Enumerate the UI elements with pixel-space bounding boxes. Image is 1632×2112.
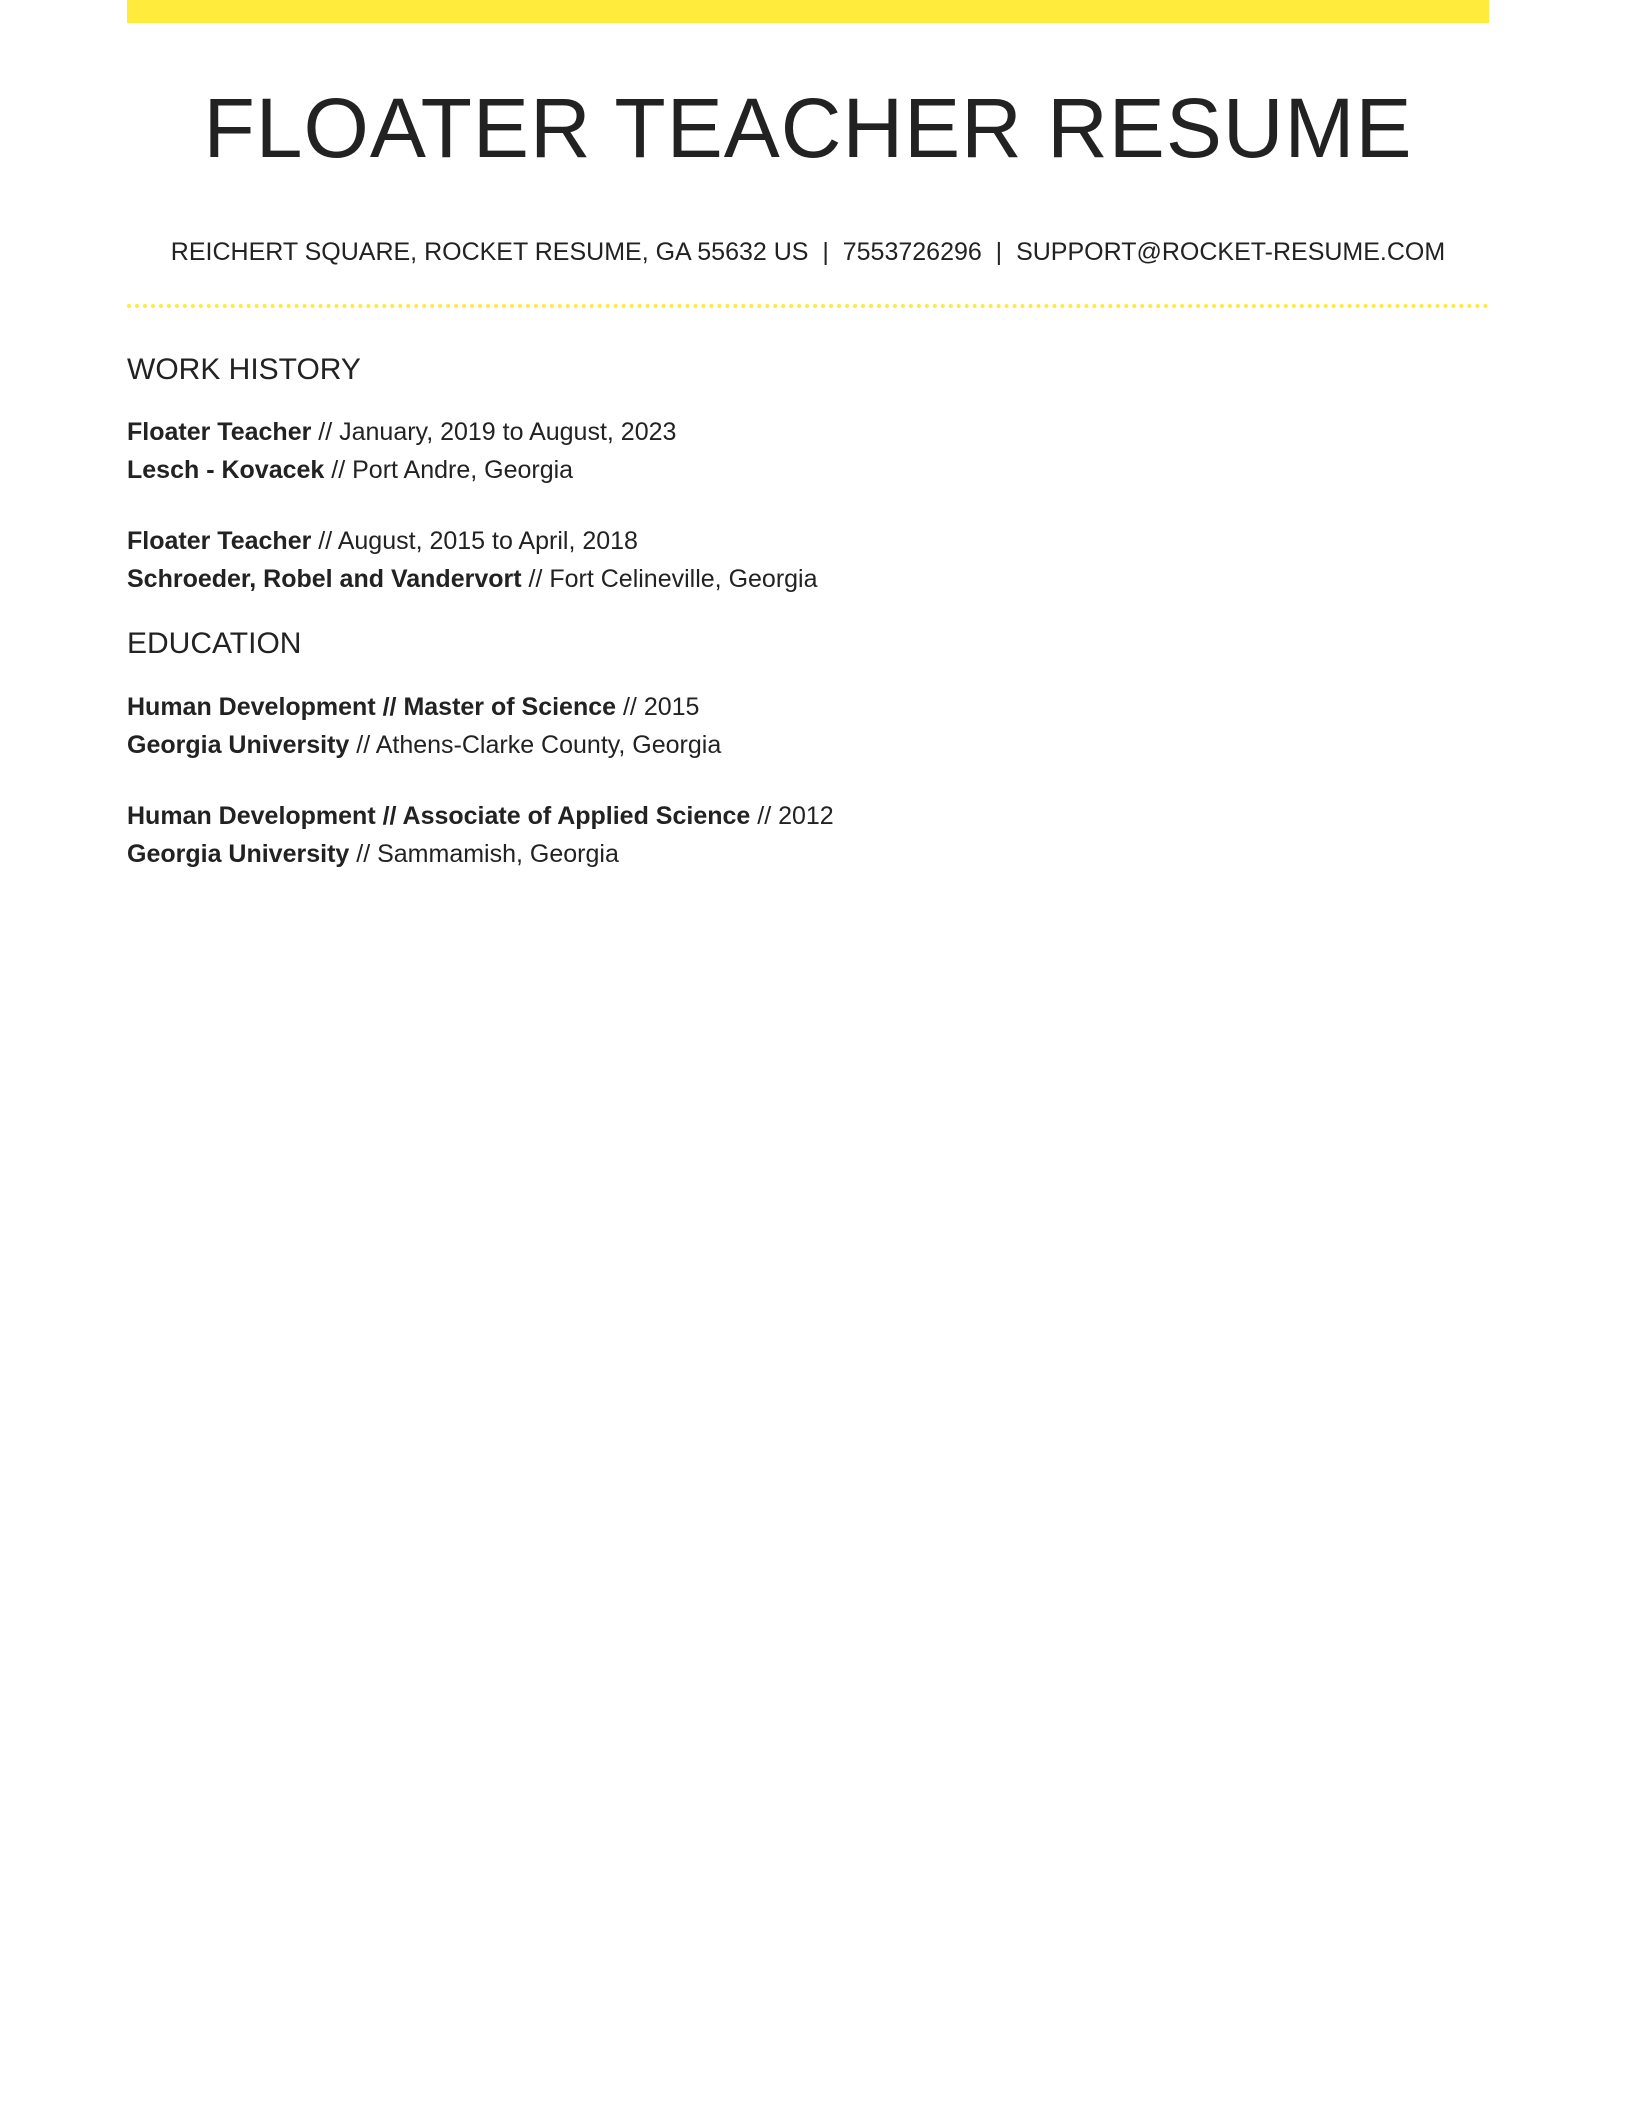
employer-name: Schroeder, Robel and Vandervort	[127, 565, 522, 593]
work-entry-2-title-line	[127, 523, 638, 559]
education-entry-2-school-line	[127, 836, 619, 872]
school-name: Georgia University	[127, 731, 350, 759]
work-entry-1-employer-line	[127, 452, 573, 488]
job-dates: // January, 2019 to August, 2023	[311, 418, 677, 446]
job-title: Floater Teacher	[127, 418, 312, 446]
school-location: // Athens-Clarke County, Georgia	[349, 731, 722, 759]
employer-location: // Port Andre, Georgia	[324, 456, 574, 484]
work-history-heading: WORK HISTORY	[127, 353, 361, 386]
work-entry-2-employer-line	[127, 561, 818, 597]
resume-title: FLOATER TEACHER RESUME	[203, 81, 1413, 175]
degree-year: // 2015	[616, 693, 700, 721]
employer-name: Lesch - Kovacek	[127, 456, 325, 484]
school-name: Georgia University	[127, 840, 350, 868]
education-entry-1-degree-line	[127, 689, 699, 725]
school-location: // Sammamish, Georgia	[349, 840, 619, 868]
degree-name: Human Development // Master of Science	[127, 693, 617, 721]
job-dates: // August, 2015 to April, 2018	[311, 527, 638, 555]
accent-top-bar	[127, 0, 1489, 23]
degree-year: // 2012	[750, 802, 834, 830]
education-heading: EDUCATION	[127, 627, 302, 660]
education-entry-1-school-line	[127, 727, 721, 763]
work-entry-1-title-line	[127, 414, 676, 450]
education-entry-2-degree-line	[127, 798, 834, 834]
job-title: Floater Teacher	[127, 527, 312, 555]
contact-info: REICHERT SQUARE, ROCKET RESUME, GA 55632 US | 7553726296 | SUPPORT@ROCKET-RESUME.COM	[170, 238, 1446, 266]
degree-name: Human Development // Associate of Applied Science	[127, 802, 751, 830]
employer-location: // Fort Celineville, Georgia	[521, 565, 818, 593]
dotted-divider	[127, 304, 1489, 308]
